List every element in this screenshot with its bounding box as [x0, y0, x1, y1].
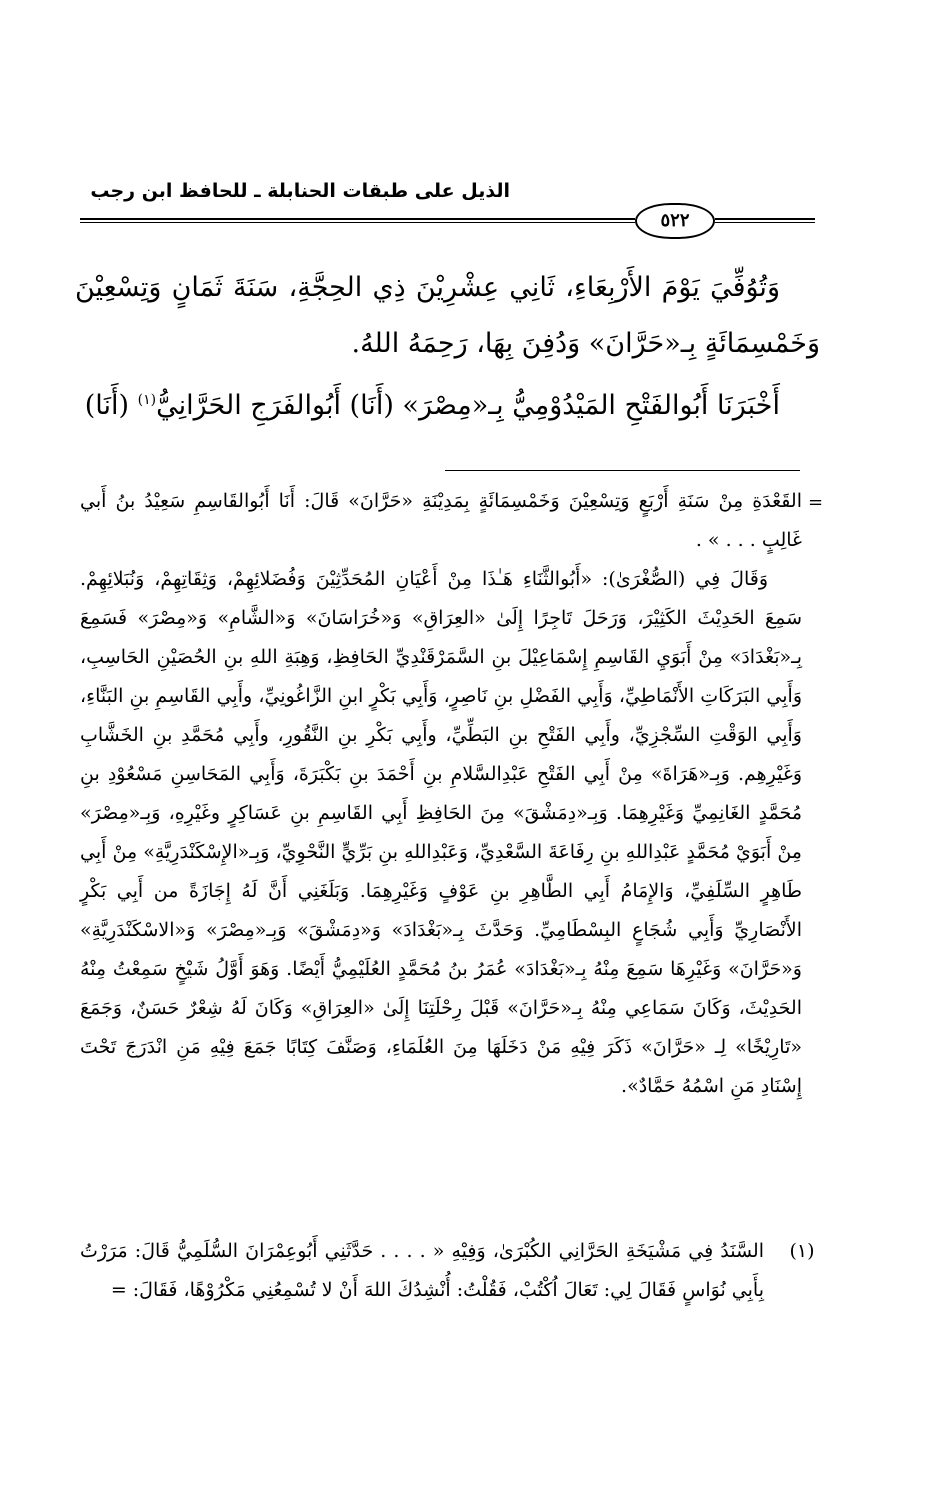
note-paragraph-1: القَعْدَةِ مِنْ سَنَةِ أَرْبَعٍ وَتِسْعِيْنَ وَخَمْسِمَائَةٍ بِمَدِيْنَةِ «حَرَّانَ» قَالَ: أَنَا أَبُوالقَاسِمِ سَعِيْدُ بنُ أَبي غَالِبٍ . . . » .: [80, 490, 802, 551]
header-rule-right-thin: [715, 222, 815, 223]
main-text: [75, 260, 820, 434]
main-paragraph-2: [75, 372, 820, 434]
footnote-continuation: [80, 482, 802, 1106]
header-rule: [80, 218, 635, 220]
note-paragraph-2: وَقَالَ فِي (الصُّغْرَىٰ): «أَبُوالثَّنَاءِ هَـٰذَا مِنْ أَعْيَانِ المُحَدِّثِيْنَ وَفُضَلائِهِمْ، وَثِقَاتِهِمْ، وَنُبَلائِهِمْ. سَمِعَ الحَدِيْثَ الكَثِيْرَ، وَرَحَلَ تَاجِرًا إِلَىٰ «العِرَاقِ» وَ«خُرَاسَانَ» وَ«الشَّامِ» وَ«مِصْرَ» فَسَمِعَ بِـ«بَغْدَادَ» مِنْ أَبَوَيِ القَاسِمِ إِسْمَاعِيْلَ بنِ السَّمَرْقَنْدِيِّ الحَافِظِ، وَهِبَةِ اللهِ بنِ الحُصَيْنِ الحَاسِبِ، وَأَبِي البَرَكَاتِ الأَنْمَاطِيِّ، وَأَبِي الفَضْلِ بنِ نَاصِرٍ، وَأَبِي بَكْرٍ ابنِ الزَّاغُونِيِّ، وأَبِي القَاسِمِ بنِ البَنَّاءِ، وَأَبِي الوَقْتِ السِّجْزِيِّ، وأَبِي الفَتْحِ بنِ البَطِّيِّ، وأَبِي بَكْرِ بنِ النَّقُورِ، وأَبِي مُحَمَّدِ بنِ الخَشَّابِ وَغَيْرِهِم. وَبِـ«هَرَاةَ» مِنْ أَبِي الفَتْحِ عَبْدِالسَّلامِ بنِ أَحْمَدَ بنِ بَكْبَرَةَ، وَأَبِي المَحَاسِنِ مَسْعُوْدِ بنِ مُحَمَّدٍ الغَانِمِيِّ وَغَيْرِهِمَا. وَبِـ«دِمَشْقَ» مِنَ الحَافِظِ أَبِي القَاسِمِ بنِ عَسَاكِرٍ وغَيْرِهِ، وَبِـ«مِصْرَ» مِنْ أَبَوَيْ مُحَمَّدٍ عَبْدِاللهِ بنِ رِفَاعَةَ السَّعْدِيِّ، وَعَبْدِاللهِ بنِ بَرِّيٍّ النَّحْوِيِّ، وَبِـ«الإِسْكَنْدَرِيَّةِ» مِنْ أَبِي طَاهِرٍ السِّلَفِيِّ، وَالإِمَامُ أَبِي الطَّاهِرِ بنِ عَوْفٍ وَغَيْرِهِمَا. وَبَلَغَنِي أَنَّ لَهُ إِجَازَةً من أَبِي بَكْرٍ الأَنْصَارِيِّ وَأَبِي شُجَاعٍ البِسْطَامِيِّ. وَحَدَّثَ بِـ«بَغْدَادَ» وَ«دِمَشْقَ» وَبِـ«مِصْرَ» وَ«الاسْكَنْدَرِيَّةِ» وَ«حَرَّانَ» وَغَيْرِهَا سَمِعَ مِنْهُ بِـ«بَغْدَادَ» عُمَرُ بنُ مُحَمَّدٍ العُلَيْمِيُّ أَيْضًا. وَهَوَ أَوَّلُ شَيْخٍ سَمِعْتُ مِنْهُ الحَدِيْثَ، وَكَانَ سَمَاعِي مِنْهُ بِـ«حَرَّانَ» قَبْلَ رِحْلَتِنَا إِلَىٰ «العِرَاقِ» وَكَانَ لَهُ شِعْرٌ حَسَنٌ، وَجَمَعَ «تَارِيْخًا» لِـ «حَرَّانَ» ذَكَرَ فِيْهِ مَنْ دَخَلَهَا مِنَ العُلَمَاءِ، وَصَنَّفَ كِتَابًا جَمَعَ فِيْهِ مَنِ انْدَرَجَ تَحْتَ إِسْنَادِ مَنِ اسْمُهُ حَمَّادٌ».: [80, 568, 802, 1097]
header-rule-thin: [80, 222, 635, 223]
main-paragraph-2-text: أَخْبَرَنَا أَبُوالفَتْحِ المَيْدُوْمِيُّ بِـ«مِصْرَ» (أَنَا) أَبُوالفَرَجِ الحَرَّانِيُّ: [156, 390, 780, 421]
footnote-1-number: (١): [789, 1240, 815, 1262]
running-title: الذيل على طبقات الحنابلة ـ للحافظ ابن رجب: [90, 180, 510, 202]
main-paragraph-1: وَتُوُفِّيَ يَوْمَ الأَرْبِعَاءِ، ثَانِي عِشْرِيْنَ ذِي الحِجَّةِ، سَنَةَ ثَمَانٍ وَتِسْعِيْنَ وَخَمْسِمَائَةٍ بِـ«حَرَّانَ» وَدُفِنَ بِهَا، رَحِمَهُ اللهُ.: [75, 272, 820, 359]
header-rule-right: [715, 218, 815, 220]
footnote-1: [80, 1232, 822, 1310]
page-number: ٥٢٢: [635, 203, 715, 239]
footnote-separator: [445, 470, 800, 471]
main-paragraph-2-end: (أَنَا): [84, 390, 130, 421]
continuation-mark: =: [808, 492, 824, 513]
footnote-1-text: السَّنَدُ فِي مَشْيَخَةِ الحَرَّانِي الكُبْرَىٰ، وَفِيْهِ « . . . . حَدَّثَنِي أَبُوعِمْرَانَ السُّلَمِيُّ قَالَ: مَرَرْتُ بِأَبِي نُوَاسٍ فَقَالَ لِي: تَعَالَ اُكْتُبْ، فَقُلْتُ: أُنْشِدُكَ اللهَ أَنْ لا تُسْمِعُنِي مَكْرُوْهًا، فَقَالَ: =: [80, 1240, 764, 1301]
footnote-reference: (١): [137, 392, 157, 408]
